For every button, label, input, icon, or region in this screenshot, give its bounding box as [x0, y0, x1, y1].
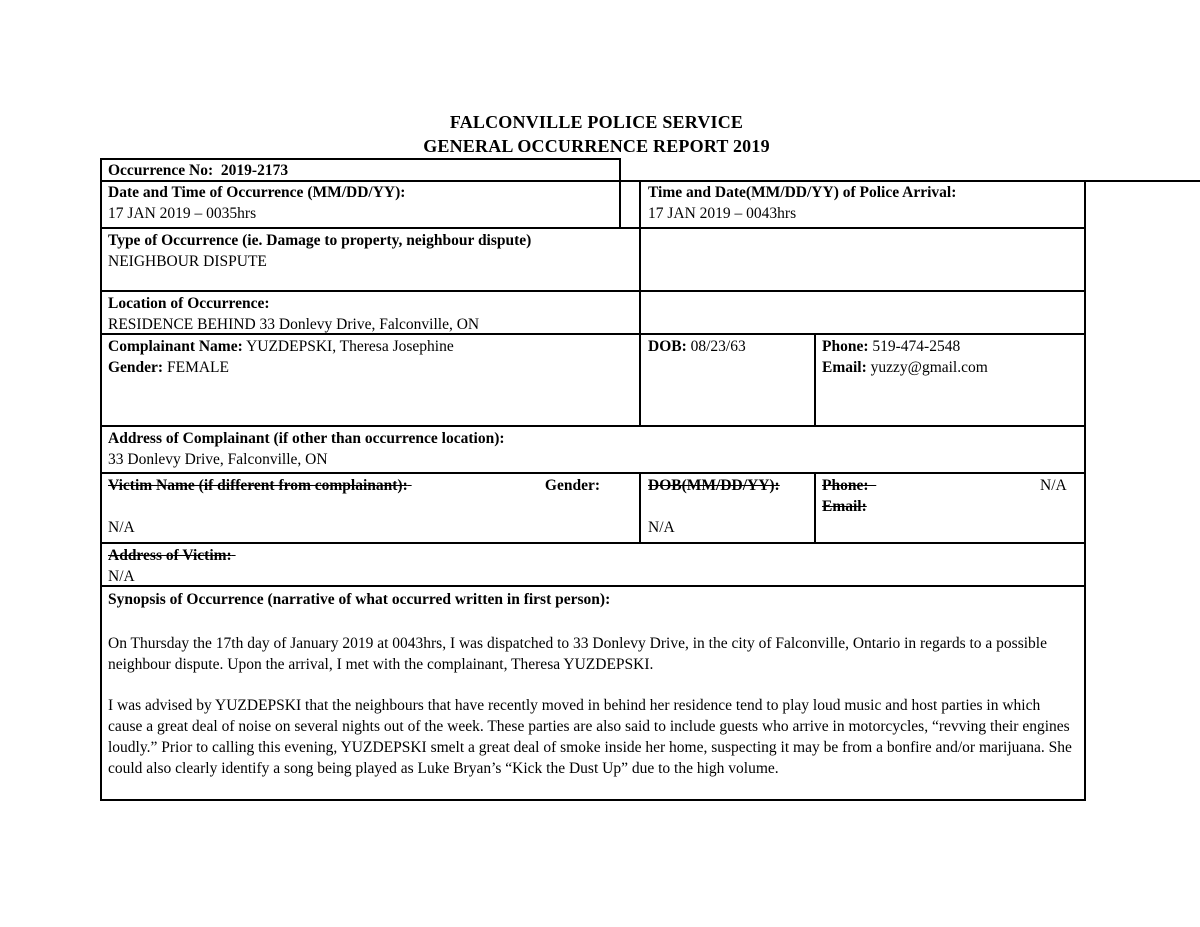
occurrence-type-label: Type of Occurrence (ie. Damage to property, neighbour dispute) [108, 232, 532, 249]
complainant-dob-value: 08/23/63 [690, 338, 746, 355]
occurrence-location-value: RESIDENCE BEHIND 33 Donlevy Drive, Falconville, ON [108, 316, 480, 333]
complainant-name-label: Complainant Name: [108, 338, 243, 355]
complainant-phone-value: 519-474-2548 [872, 338, 961, 355]
complainant-email-field [822, 357, 988, 378]
occurrence-datetime-value: 17 JAN 2019 – 0035hrs [108, 205, 257, 222]
synopsis-label: Synopsis of Occurrence (narrative of what occurred written in first person): [108, 591, 611, 608]
victim-phone-value: N/A [1040, 477, 1067, 494]
synopsis-paragraph-1: On Thursday the 17th day of January 2019 at 0043hrs, I was dispatched to 33 Donlevy Drive, in the city of Falconville, Ontario in regards to a possible neighbour dispute. Upon the arrival, I met with the complainant, Theresa YUZDEPSKI. [108, 635, 1047, 673]
complainant-email-label: Email: [822, 359, 867, 376]
victim-dob-value: N/A [648, 519, 675, 536]
occurrence-type-value: NEIGHBOUR DISPUTE [108, 253, 267, 270]
victim-name-label: Victim Name (if different from complainant): [108, 477, 408, 494]
police-arrival-label: Time and Date(MM/DD/YY) of Police Arrival: [648, 184, 957, 201]
complainant-name-field [108, 336, 454, 357]
report-agency-title: FALCONVILLE POLICE SERVICE [449, 112, 744, 132]
occurrence-number-value: 2019-2173 [220, 162, 289, 179]
complainant-dob-field [648, 336, 746, 357]
complainant-address-value: 33 Donlevy Drive, Falconville, ON [108, 451, 328, 468]
victim-name-field [108, 475, 600, 496]
complainant-email-value: yuzzy@gmail.com [870, 359, 988, 376]
victim-email-label: Email: [822, 498, 867, 515]
report-title: GENERAL OCCURRENCE REPORT 2019 [423, 136, 770, 156]
complainant-gender-value: FEMALE [166, 359, 229, 376]
occurrence-number-label: Occurrence No: [108, 162, 214, 179]
victim-gender-label: Gender: [544, 477, 600, 494]
victim-dob-label: DOB(MM/DD/YY): [648, 477, 780, 494]
synopsis-paragraph-2: I was advised by YUZDEPSKI that the neighbours that have recently moved in behind her residence tend to play loud music and host parties in which cause a great deal of noise on several nights out of the week. These parties are also said to include guests who arrive in motorcycles, “revving their engines loudly.” Prior to calling this evening, YUZDEPSKI smelt a great deal of smoke inside her home, suspecting it may be from a bonfire and/or marijuana. She could also clearly identify a song being played as Luke Bryan’s “Kick the Dust Up” due to the high volume. [108, 697, 1072, 777]
occurrence-datetime-label: Date and Time of Occurrence (MM/DD/YY): [108, 184, 406, 201]
complainant-name-value: YUZDEPSKI, Theresa Josephine [246, 338, 454, 355]
complainant-address-label: Address of Complainant (if other than occurrence location): [108, 430, 505, 447]
victim-phone-label: Phone: [822, 477, 869, 494]
police-arrival-value: 17 JAN 2019 – 0043hrs [648, 205, 797, 222]
occurrence-location-label: Location of Occurrence: [108, 295, 270, 312]
complainant-gender-label: Gender: [108, 359, 164, 376]
complainant-phone-field [822, 336, 960, 357]
complainant-dob-label: DOB: [648, 338, 687, 355]
complainant-gender-field [108, 357, 229, 378]
occurrence-number-field [108, 160, 288, 181]
complainant-phone-label: Phone: [822, 338, 869, 355]
victim-address-label: Address of Victim: [108, 547, 232, 564]
victim-name-value: N/A [108, 519, 135, 536]
victim-address-value: N/A [108, 568, 135, 585]
